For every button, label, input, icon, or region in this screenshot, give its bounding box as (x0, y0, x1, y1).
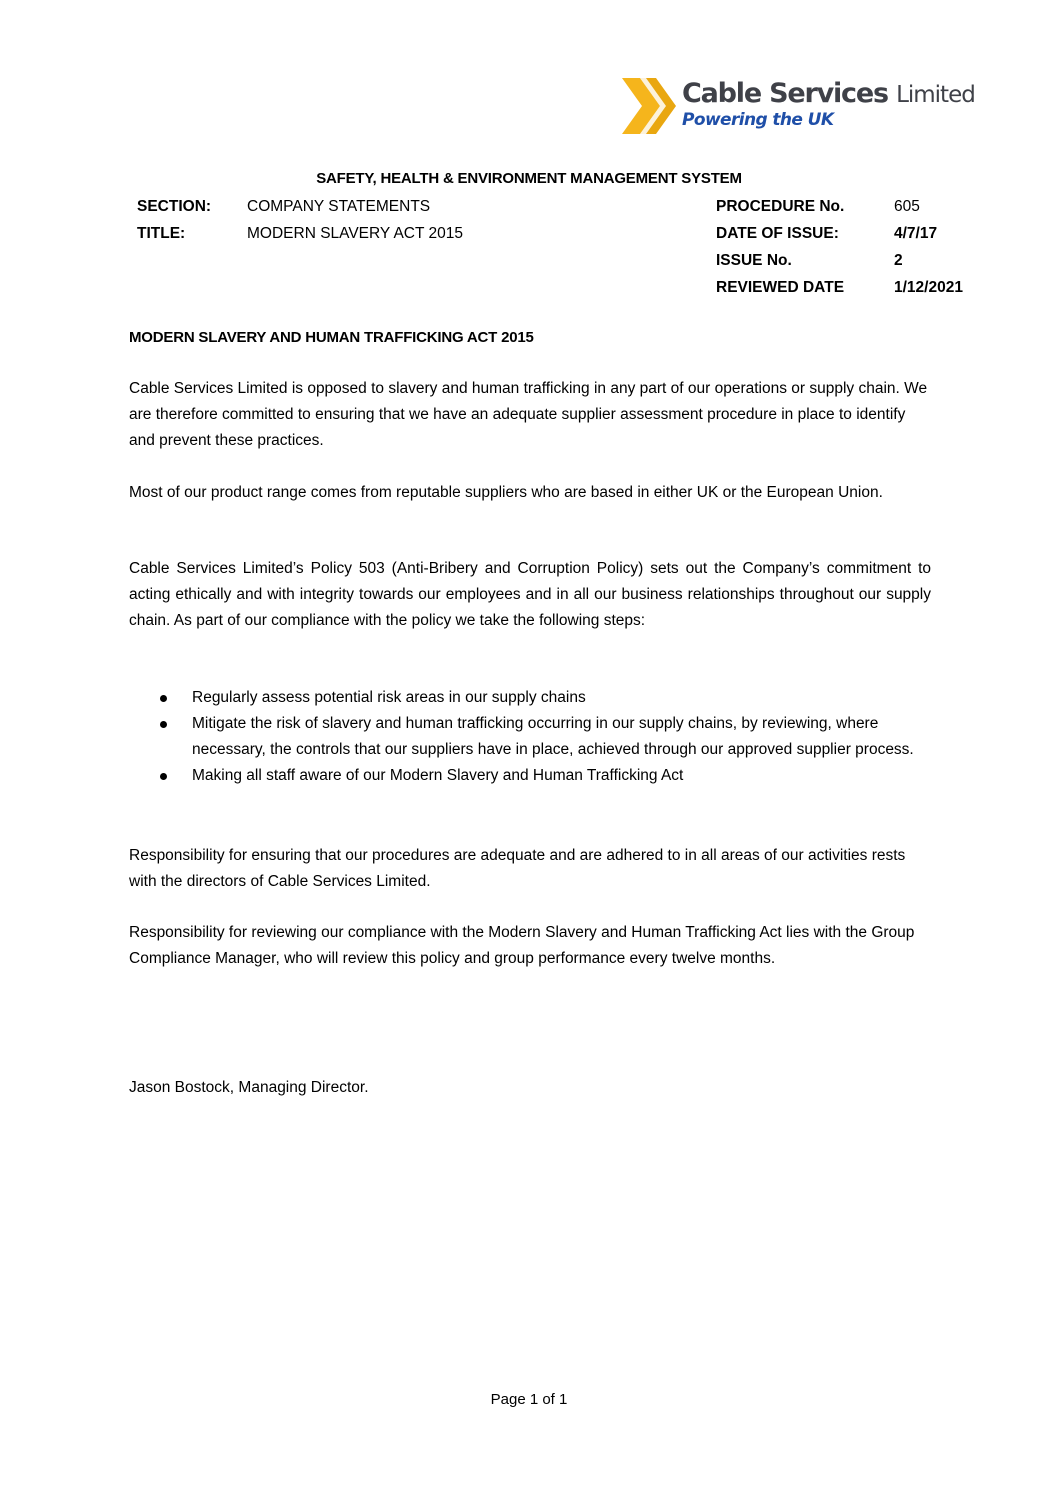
logo-name-text: Cable Services (682, 78, 888, 109)
page-number: Page 1 of 1 (490, 1391, 568, 1408)
paragraph-policy: Cable Services Limited’s Policy 503 (Anti-Bribery and Corruption Policy) sets out the Company’s commitment to acting ethically and with integrity towards our employees and in all our business relationships throughout our supply chain. As part of our compliance with the policy we take the following steps: (129, 560, 931, 629)
list-item (129, 711, 931, 763)
signature-line: Jason Bostock, Managing Director. (129, 1079, 369, 1096)
issue-number-value: 2 (894, 252, 903, 269)
logo-suffix-text: Limited (896, 82, 975, 108)
date-of-issue-label: DATE OF ISSUE: (716, 225, 839, 242)
bullet-icon (160, 721, 167, 728)
chevron-logo-icon (620, 74, 678, 140)
list-item (129, 763, 931, 789)
issue-number-label: ISSUE No. (716, 252, 792, 269)
title-value: MODERN SLAVERY ACT 2015 (247, 225, 463, 242)
reviewed-date-value: 1/12/2021 (894, 279, 963, 296)
date-of-issue-value: 4/7/17 (894, 225, 938, 242)
bullet-icon (160, 695, 167, 702)
company-logo (620, 74, 975, 140)
procedure-label: PROCEDURE No. (716, 198, 845, 215)
list-item-text: Making all staff aware of our Modern Slavery and Human Trafficking Act (192, 767, 684, 784)
bullet-icon (160, 773, 167, 780)
paragraph-suppliers: Most of our product range comes from reputable suppliers who are based in either UK or the European Union. (129, 484, 883, 501)
reviewed-date-label: REVIEWED DATE (716, 279, 845, 296)
section-value: COMPANY STATEMENTS (247, 198, 431, 215)
section-label: SECTION: (137, 198, 212, 215)
logo-company-name (682, 78, 975, 111)
list-item (129, 685, 931, 711)
title-label: TITLE: (137, 225, 186, 242)
list-item-text: Regularly assess potential risk areas in our supply chains (192, 689, 586, 706)
document-heading: MODERN SLAVERY AND HUMAN TRAFFICKING ACT 2015 (129, 329, 534, 346)
paragraph-directors: Responsibility for ensuring that our procedures are adequate and are adhered to in all areas of our activities rests with the directors of Cable Services Limited. (129, 847, 906, 890)
paragraph-compliance: Responsibility for reviewing our compliance with the Modern Slavery and Human Trafficking Act lies with the Group Compliance Manager, who will review this policy and group performance every twelve months. (129, 924, 915, 967)
steps-list (129, 685, 931, 789)
paragraph-opposition: Cable Services Limited is opposed to slavery and human trafficking in any part of our operations or supply chain. We are therefore committed to ensuring that we have an adequate supplier assessment procedure in place to identify and prevent these practices. (129, 380, 928, 449)
procedure-value: 605 (894, 198, 920, 215)
system-title: SAFETY, HEALTH & ENVIRONMENT MANAGEMENT SYSTEM (316, 170, 742, 187)
logo-tagline: Powering the UK (682, 110, 834, 130)
list-item-text: Mitigate the risk of slavery and human trafficking occurring in our supply chains, by reviewing, where necessary, the controls that our suppliers have in place, achieved through our approved supplier process. (192, 715, 914, 758)
